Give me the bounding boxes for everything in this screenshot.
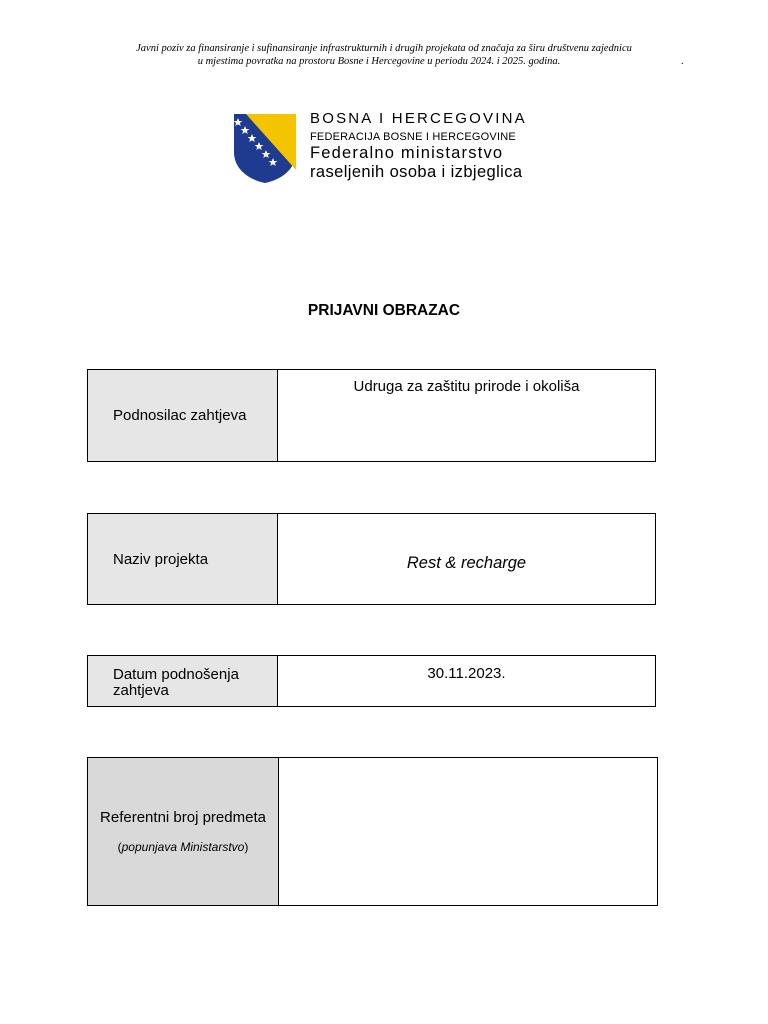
logo-text	[310, 110, 527, 182]
reference-number-label: Referentni broj predmeta	[100, 809, 266, 826]
reference-number-row	[88, 758, 658, 906]
submission-date-label-line-2: zahtjeva	[113, 682, 169, 699]
project-name-value[interactable]: Rest & recharge	[278, 514, 656, 605]
reference-number-label-cell	[88, 758, 279, 906]
reference-number-table	[87, 757, 658, 906]
applicant-row	[88, 370, 656, 462]
submission-date-value[interactable]: 30.11.2023.	[278, 656, 656, 707]
reference-number-note-text: popunjava Ministarstvo	[121, 840, 245, 854]
applicant-table	[87, 369, 656, 462]
applicant-value[interactable]: Udruga za zaštitu prirode i okoliša	[278, 370, 656, 462]
reference-number-value[interactable]	[279, 758, 658, 906]
submission-date-table	[87, 655, 656, 707]
applicant-label: Podnosilac zahtjeva	[88, 370, 278, 462]
federation-name: FEDERACIJA BOSNE I HERCEGOVINE	[310, 131, 516, 143]
ministry-logo	[232, 110, 552, 190]
project-name-row	[88, 514, 656, 605]
header-trailing-mark: .	[681, 56, 684, 67]
header-line-1: Javni poziv za finansiranje i sufinansiranje infrastrukturnih i drugih projekata od značaja za širu društvenu zajednicu	[136, 43, 632, 54]
coat-of-arms-icon	[232, 112, 298, 184]
submission-date-row	[88, 656, 656, 707]
submission-date-label-line-1: Datum podnošenja	[113, 666, 239, 683]
project-name-label: Naziv projekta	[88, 514, 278, 605]
country-name: BOSNA I HERCEGOVINA	[310, 110, 527, 127]
header-line-2: u mjestima povratka na prostoru Bosne i Hercegovine u periodu 2024. i 2025. godina.	[197, 56, 561, 67]
submission-date-label	[88, 656, 278, 707]
project-name-table	[87, 513, 656, 605]
reference-number-note: (popunjava Ministarstvo)	[117, 840, 249, 854]
ministry-name-line-1: Federalno ministarstvo	[310, 144, 504, 162]
form-title: PRIJAVNI OBRAZAC	[307, 302, 461, 319]
ministry-name-line-2: raseljenih osoba i izbjeglica	[310, 163, 523, 181]
document-header	[0, 42, 768, 68]
